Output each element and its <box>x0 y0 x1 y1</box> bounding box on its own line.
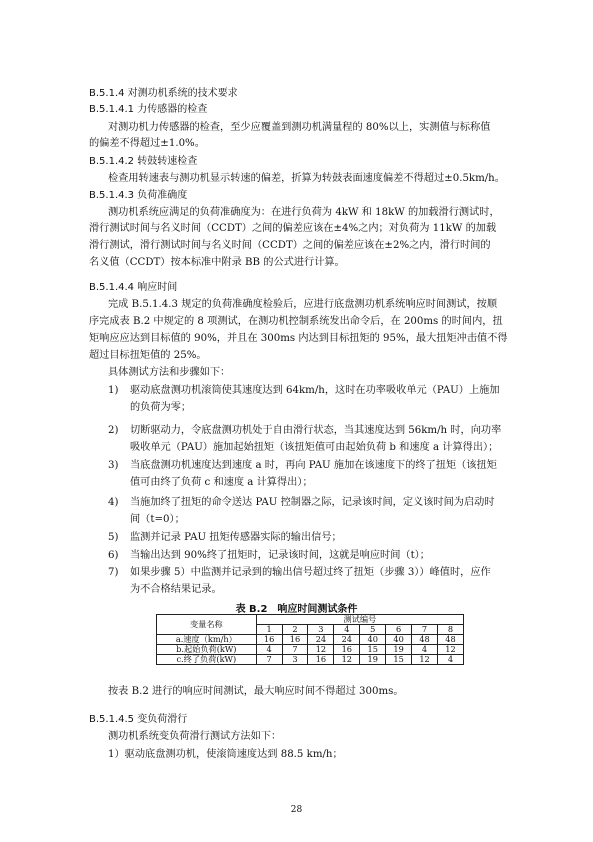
step-2 <box>108 424 118 438</box>
table-cell: 4 <box>437 655 463 665</box>
paragraph-line: 滑行测试，滑行测试时间与名义时间（CCDT）之间的偏差应该在±2%之内，滑行时间的 <box>89 240 491 251</box>
table-cell: 48 <box>412 635 438 645</box>
table-cell: 12 <box>334 655 360 665</box>
test-number: 3 <box>308 625 334 635</box>
table-cell: 16 <box>282 635 308 645</box>
section-heading-b5143: B.5.1.4.3 负荷准确度 <box>89 190 188 201</box>
table-row <box>157 655 464 665</box>
paragraph-line: 对测功机力传感器的检查，至少应覆盖到测功机满量程的 80%以上，实测值与标称值 <box>108 122 491 133</box>
table-cell: 19 <box>386 645 412 655</box>
table-cell: 24 <box>308 635 334 645</box>
step-6 <box>108 549 118 563</box>
table-cell: 15 <box>360 645 386 655</box>
step-number: 3) <box>108 460 119 471</box>
step-3 <box>108 459 118 473</box>
step-number: 4) <box>108 497 119 508</box>
table-row <box>157 635 464 645</box>
step-text: 切断驱动力，令底盘测功机处于自由滑行状态，当其速度达到 56km/h 时，向功率 <box>130 425 502 436</box>
paragraph-line: 名义值（CCDT）按本标准中附录 BB 的公式进行计算。 <box>89 257 345 268</box>
step-number: 6) <box>108 550 119 561</box>
step-4 <box>108 496 118 510</box>
table-cell: 12 <box>412 655 438 665</box>
table-cell: 40 <box>360 635 386 645</box>
row-label: a.速度（km/h） <box>157 635 257 645</box>
paragraph-line: 1）驱动底盘测功机，使滚筒速度达到 88.5 km/h； <box>108 749 343 760</box>
test-number: 1 <box>256 625 282 635</box>
paragraph-line: 测功机系统变负荷滑行测试方法如下： <box>108 731 282 742</box>
test-number: 8 <box>437 625 463 635</box>
table-cell: 7 <box>282 645 308 655</box>
table-cell: 40 <box>386 635 412 645</box>
step-text: 为不合格结果记录。 <box>130 584 222 595</box>
section-heading-b514: B.5.1.4 对测功机系统的技术要求 <box>89 88 238 99</box>
step-text: 吸收单元（PAU）施加起始扭矩（该扭矩值可由起始负荷 b 和速度 a 计算得出）； <box>130 442 499 453</box>
section-heading-b5141: B.5.1.4.1 力传感器的检查 <box>89 104 208 115</box>
row-label: c.终了负荷(kW) <box>157 655 257 665</box>
table-cell: 4 <box>256 645 282 655</box>
response-time-table <box>156 614 464 665</box>
table-cell: 24 <box>334 635 360 645</box>
test-number-header: 测试编号 <box>256 615 463 625</box>
step-7 <box>108 566 118 580</box>
step-number: 5) <box>108 532 119 543</box>
section-heading-b5144: B.5.1.4.4 响应时间 <box>89 282 178 293</box>
table-cell: 19 <box>360 655 386 665</box>
table-cell: 12 <box>437 645 463 655</box>
section-heading-b5145: B.5.1.4.5 变负荷滑行 <box>89 714 188 725</box>
step-5 <box>108 531 118 545</box>
paragraph-line: 的偏差不得超过±1.0%。 <box>89 138 205 149</box>
step-text: 监测并记录 PAU 扭矩传感器实际的输出信号； <box>130 532 342 543</box>
step-text: 的负荷为零； <box>130 402 192 413</box>
paragraph-line: 超过目标扭矩值的 25%。 <box>89 350 207 361</box>
table-cell: 48 <box>437 635 463 645</box>
step-text: 当底盘测功机速度达到速度 a 时，再向 PAU 施加在该速度下的终了扭矩（该扭矩 <box>130 460 497 471</box>
table-cell: 3 <box>282 655 308 665</box>
step-number: 7) <box>108 567 119 578</box>
test-number: 7 <box>412 625 438 635</box>
step-text: 值可由终了负荷 c 和速度 a 计算得出）； <box>130 477 313 488</box>
step-number: 2) <box>108 425 119 436</box>
row-label: b.起始负荷(kW) <box>157 645 257 655</box>
step-text: 驱动底盘测功机滚筒使其速度达到 64km/h，这时在功率吸收单元（PAU）上施加 <box>130 385 500 396</box>
step-text: 当施加终了扭矩的命令送达 PAU 控制器之际，记录该时间，定义该时间为启动时 <box>130 497 495 508</box>
test-number: 5 <box>360 625 386 635</box>
step-text: 当输出达到 90%终了扭矩时，记录该时间，这就是响应时间（t）； <box>130 550 430 561</box>
paragraph-line: 矩响应应达到目标值的 90%，并且在 300ms 内达到目标扭矩的 95%，最大扭矩冲击值不得 <box>89 333 508 344</box>
paragraph-line: 测功机系统应满足的负荷准确度为：在进行负荷为 4kW 和 18kW 的加载滑行测试时， <box>108 207 500 218</box>
table-cell: 7 <box>256 655 282 665</box>
step-1 <box>108 384 118 398</box>
paragraph-line: 按表 B.2 进行的响应时间测试，最大响应时间不得超过 300ms。 <box>108 686 404 697</box>
table-cell: 12 <box>308 645 334 655</box>
table-cell: 16 <box>256 635 282 645</box>
step-text: 间（t=0）； <box>130 514 185 525</box>
steps-intro: 具体测试方法和步骤如下： <box>108 367 231 378</box>
table-caption: 表 B.2 响应时间测试条件 <box>235 604 358 615</box>
table-cell: 4 <box>412 645 438 655</box>
table-row <box>157 645 464 655</box>
table-cell: 15 <box>386 655 412 665</box>
table-cell: 16 <box>308 655 334 665</box>
test-number: 4 <box>334 625 360 635</box>
test-number: 2 <box>282 625 308 635</box>
table-header-row <box>157 615 464 625</box>
test-number: 6 <box>386 625 412 635</box>
paragraph-line: 完成 B.5.1.4.3 规定的负荷准确度检验后，应进行底盘测功机系统响应时间测试，按顺 <box>108 299 498 310</box>
var-name-header: 变量名称 <box>157 615 257 635</box>
page-number: 28 <box>290 805 303 815</box>
paragraph-line: 检查用转速表与测功机显示转速的偏差，折算为转鼓表面速度偏差不得超过±0.5km/h。 <box>108 173 505 184</box>
table-cell: 16 <box>334 645 360 655</box>
paragraph-line: 滑行测试时间与名义时间（CCDT）之间的偏差应该在±4%之内；对负荷为 11kW 的加载 <box>89 223 497 234</box>
section-heading-b5142: B.5.1.4.2 转鼓转速检查 <box>89 156 198 167</box>
step-number: 1) <box>108 385 119 396</box>
paragraph-line: 序完成表 B.2 中规定的 8 项测试，在测功机控制系统发出命令后，在 200ms 的时间内，扭 <box>89 316 503 327</box>
step-text: 如果步骤 5）中监测并记录到的输出信号超过终了扭矩（步骤 3））峰值时，应作 <box>130 567 491 578</box>
